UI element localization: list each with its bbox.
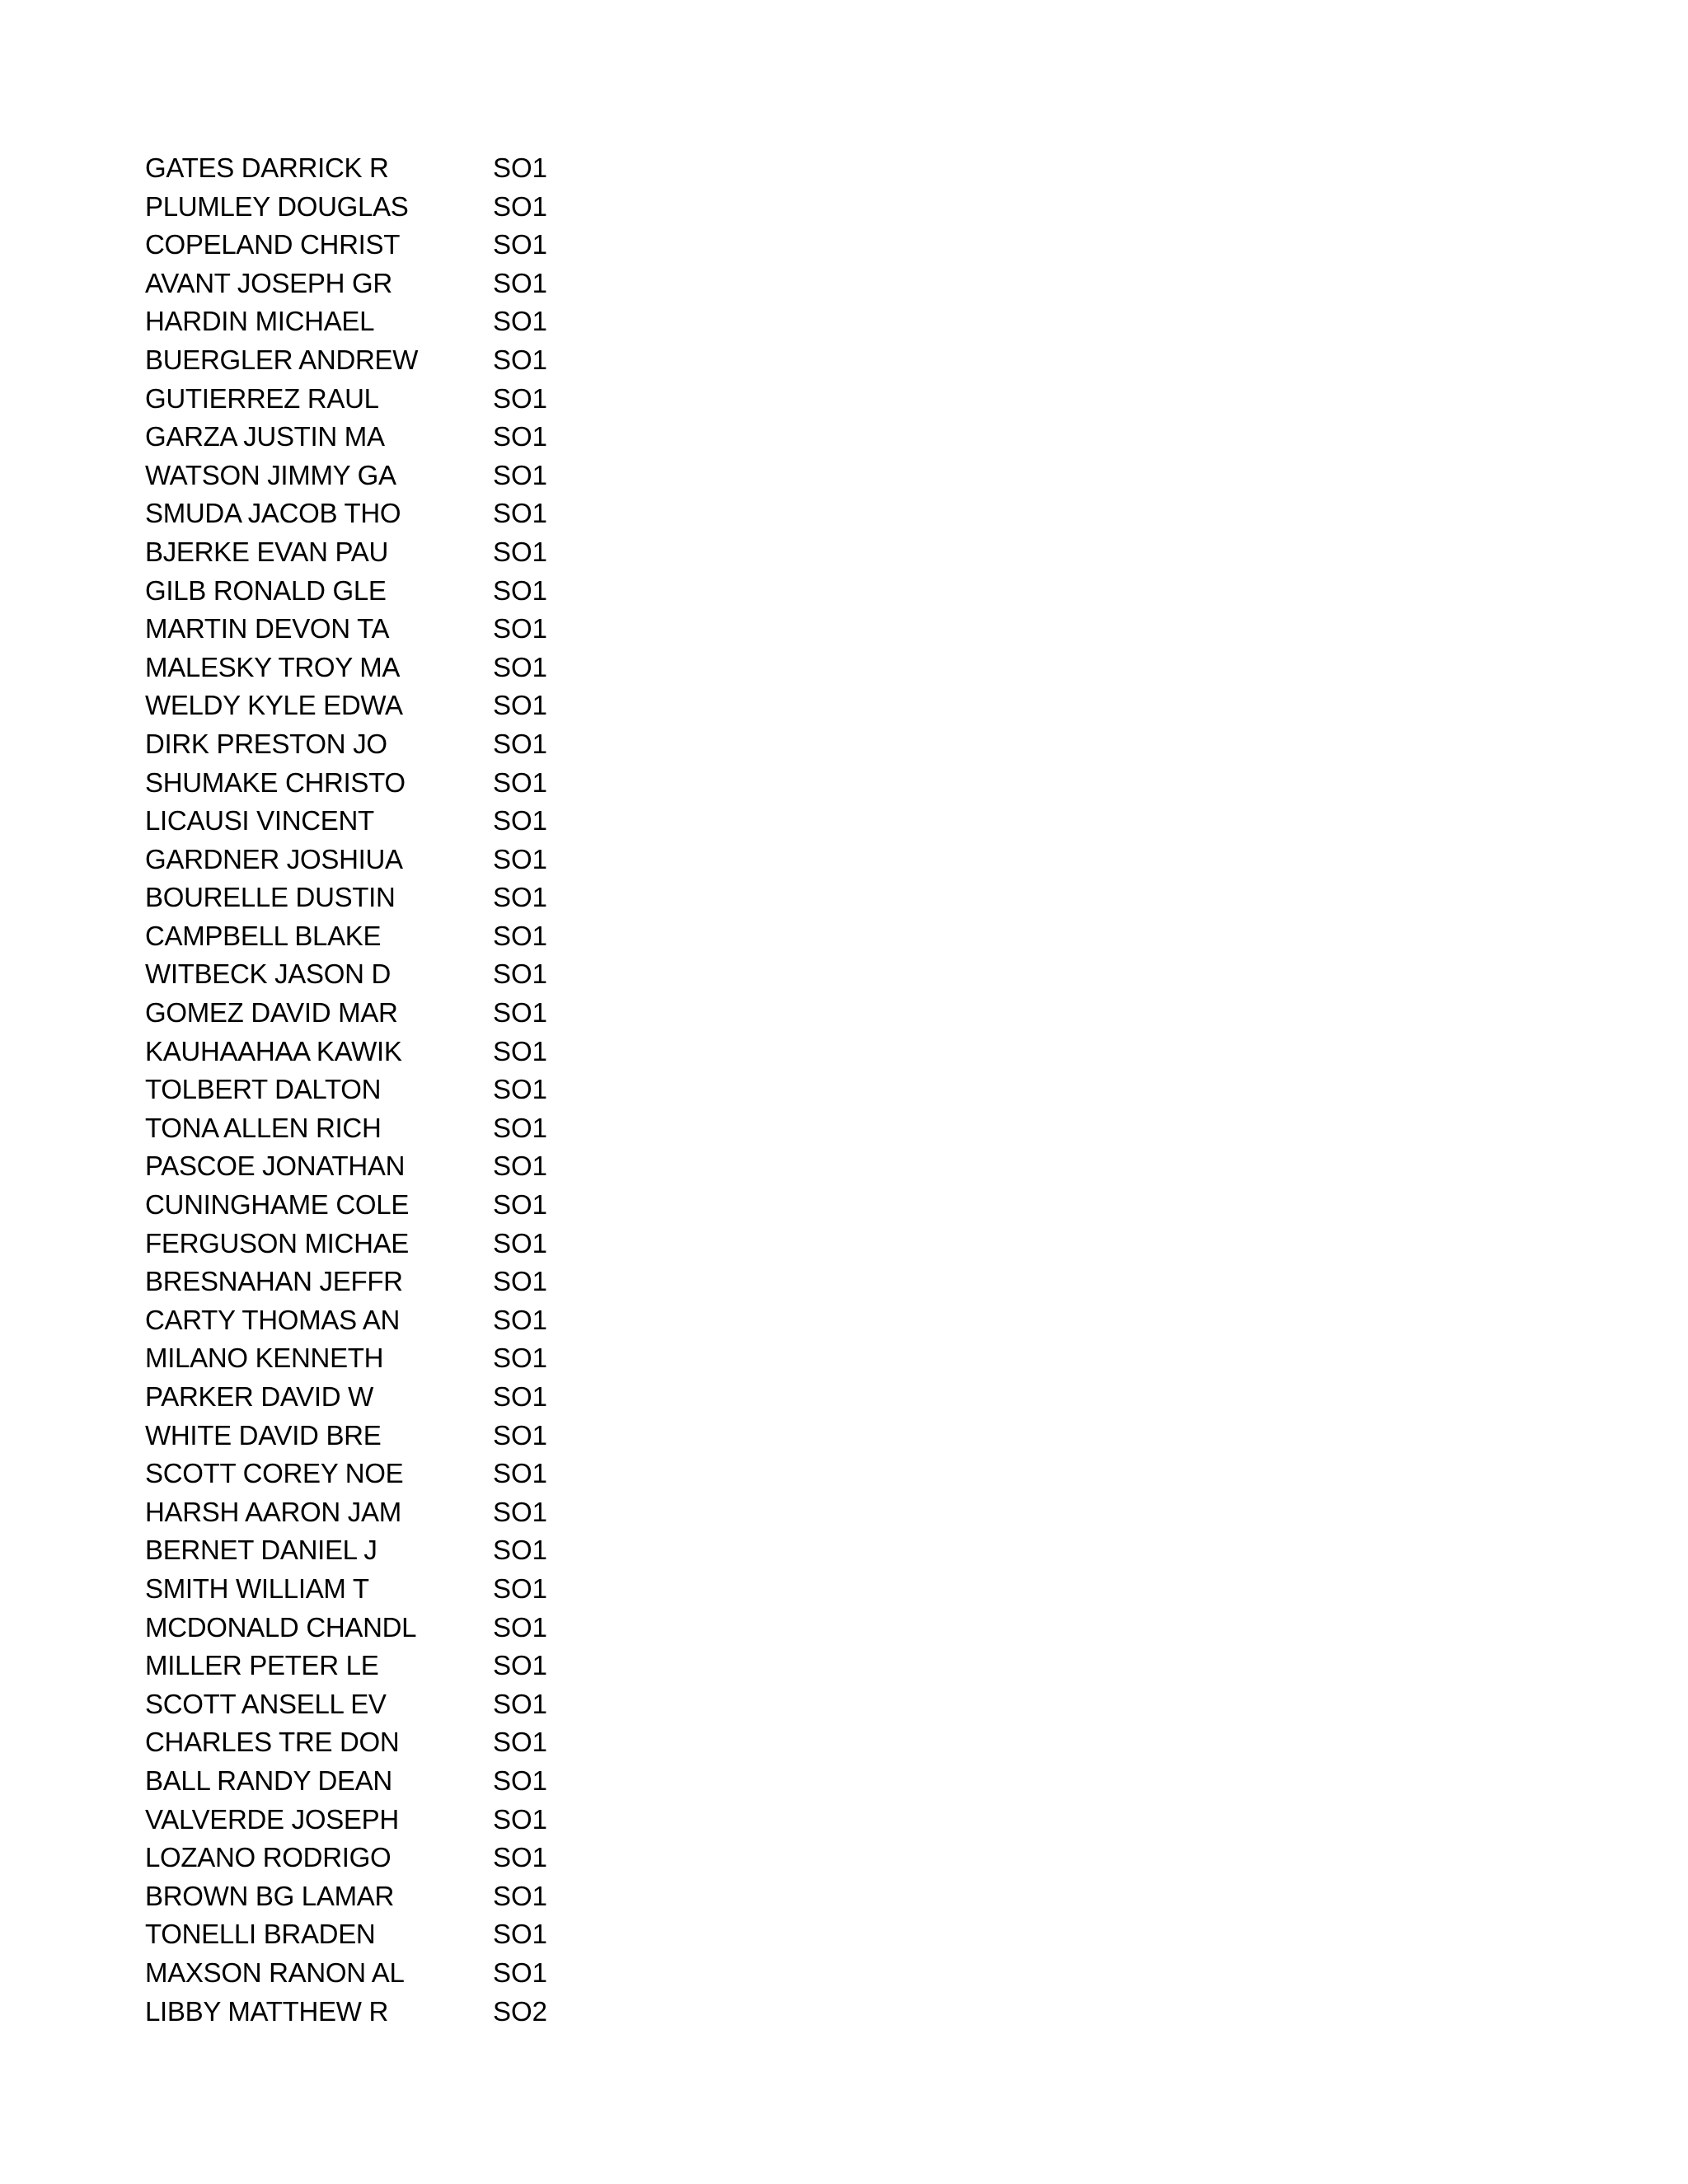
rank-code: SO1: [493, 1650, 548, 1681]
person-name: BALL RANDY DEAN: [145, 1765, 392, 1796]
rank-code: SO1: [493, 1727, 548, 1758]
list-item: [145, 1493, 640, 1532]
rank-code: SO1: [493, 690, 548, 721]
list-item: [145, 418, 640, 457]
rank-code: SO1: [493, 1227, 548, 1258]
list-item: [145, 802, 640, 841]
list-item: [145, 188, 640, 227]
person-name: KAUHAAHAA KAWIK: [145, 1035, 402, 1066]
rank-code: SO1: [493, 1035, 548, 1066]
person-name: CHARLES TRE DON: [145, 1727, 400, 1758]
person-name: SMITH WILLIAM T: [145, 1572, 369, 1604]
person-name: MALESKY TROY MA: [145, 651, 401, 682]
list-item: [145, 1378, 640, 1417]
rank-code: SO1: [493, 1803, 548, 1835]
person-name: GILB RONALD GLE: [145, 574, 387, 606]
list-item: [145, 1723, 640, 1762]
rank-code: SO1: [493, 1381, 548, 1412]
rank-code: SO1: [493, 766, 548, 798]
list-item: [145, 1762, 640, 1801]
person-name: LICAUSI VINCENT: [145, 805, 374, 837]
person-name: PLUMLEY DOUGLAS: [145, 190, 409, 222]
person-name: GARZA JUSTIN MA: [145, 421, 385, 452]
list-item: [145, 764, 640, 803]
list-item: [145, 879, 640, 917]
list-item: [145, 1801, 640, 1840]
list-item: [145, 1455, 640, 1493]
rank-code: SO1: [493, 1919, 548, 1950]
rank-code: SO1: [493, 1343, 548, 1374]
rank-code: SO1: [493, 1419, 548, 1451]
person-name: DIRK PRESTON JO: [145, 728, 387, 759]
list-item: [145, 572, 640, 611]
list-item: [145, 994, 640, 1033]
list-item: [145, 1647, 640, 1685]
person-name: SCOTT ANSELL EV: [145, 1688, 387, 1719]
list-item: [145, 1225, 640, 1263]
rank-code: SO1: [493, 344, 548, 375]
list-item: [145, 1071, 640, 1109]
person-name: WATSON JIMMY GA: [145, 459, 396, 490]
person-name: TONELLI BRADEN: [145, 1919, 376, 1950]
rank-code: SO1: [493, 1535, 548, 1566]
list-item: [145, 265, 640, 303]
list-item: [145, 226, 640, 265]
list-item: [145, 1301, 640, 1340]
person-name: PASCOE JONATHAN: [145, 1151, 406, 1182]
person-name: WELDY KYLE EDWA: [145, 690, 403, 721]
list-item: [145, 1609, 640, 1647]
rank-code: SO1: [493, 1304, 548, 1335]
person-name: CUNINGHAME COLE: [145, 1189, 410, 1221]
person-name: TOLBERT DALTON: [145, 1074, 382, 1105]
list-item: [145, 649, 640, 687]
list-item: [145, 380, 640, 419]
list-item: [145, 1877, 640, 1916]
rank-code: SO1: [493, 1074, 548, 1105]
rank-code: SO1: [493, 882, 548, 913]
person-name: SMUDA JACOB THO: [145, 498, 401, 529]
rank-code: SO1: [493, 1842, 548, 1873]
list-item: [145, 1993, 640, 2032]
list-item: [145, 687, 640, 725]
rank-code: SO1: [493, 1458, 548, 1489]
person-name: MARTIN DEVON TA: [145, 613, 390, 644]
rank-code: SO1: [493, 805, 548, 837]
person-name: LOZANO RODRIGO: [145, 1842, 392, 1873]
person-name: BERNET DANIEL J: [145, 1535, 377, 1566]
list-item: [145, 725, 640, 764]
list-item: [145, 533, 640, 572]
person-name: MCDONALD CHANDL: [145, 1611, 417, 1643]
person-name: BRESNAHAN JEFFR: [145, 1266, 403, 1297]
person-name: LIBBY MATTHEW R: [145, 1995, 388, 2027]
person-name: HARSH AARON JAM: [145, 1496, 401, 1527]
rank-code: SO1: [493, 1880, 548, 1911]
list-item: [145, 610, 640, 649]
list-item: [145, 1531, 640, 1570]
rank-code: SO1: [493, 267, 548, 298]
list-item: [145, 149, 640, 188]
person-name: HARDIN MICHAEL: [145, 306, 375, 337]
person-name: FERGUSON MICHAE: [145, 1227, 410, 1258]
person-name: GOMEZ DAVID MAR: [145, 997, 398, 1029]
rank-code: SO1: [493, 574, 548, 606]
rank-code: SO1: [493, 459, 548, 490]
person-name: BJERKE EVAN PAU: [145, 536, 389, 567]
list-item: [145, 302, 640, 341]
list-item: [145, 1839, 640, 1877]
rank-code: SO1: [493, 651, 548, 682]
rank-code: SO1: [493, 958, 548, 990]
list-item: [145, 1109, 640, 1148]
list-item: [145, 1417, 640, 1455]
list-item: [145, 1339, 640, 1378]
rank-code: SO1: [493, 152, 548, 183]
person-name: WITBECK JASON D: [145, 958, 392, 990]
rank-code: SO1: [493, 920, 548, 951]
person-name: AVANT JOSEPH GR: [145, 267, 392, 298]
rank-code: SO2: [493, 1995, 548, 2027]
list-item: [145, 1915, 640, 1954]
person-name: GUTIERREZ RAUL: [145, 382, 379, 414]
rank-code: SO1: [493, 843, 548, 874]
rank-code: SO1: [493, 536, 548, 567]
person-name: BUERGLER ANDREW: [145, 344, 419, 375]
person-name: MILANO KENNETH: [145, 1343, 384, 1374]
list-item: [145, 494, 640, 533]
list-item: [145, 955, 640, 994]
rank-code: SO1: [493, 1151, 548, 1182]
list-item: [145, 1186, 640, 1225]
rank-code: SO1: [493, 1266, 548, 1297]
rank-code: SO1: [493, 1765, 548, 1796]
rank-code: SO1: [493, 1572, 548, 1604]
person-name: TONA ALLEN RICH: [145, 1112, 382, 1143]
rank-code: SO1: [493, 1957, 548, 1988]
person-name: COPELAND CHRIST: [145, 229, 401, 260]
list-item: [145, 1954, 640, 1993]
list-item: [145, 1570, 640, 1609]
person-name: MILLER PETER LE: [145, 1650, 379, 1681]
rank-code: SO1: [493, 997, 548, 1029]
person-name: MAXSON RANON AL: [145, 1957, 405, 1988]
person-name: PARKER DAVID W: [145, 1381, 373, 1412]
rank-code: SO1: [493, 1688, 548, 1719]
rank-code: SO1: [493, 421, 548, 452]
person-name: SCOTT COREY NOE: [145, 1458, 404, 1489]
rank-code: SO1: [493, 190, 548, 222]
person-name: GARDNER JOSHIUA: [145, 843, 403, 874]
list-item: [145, 917, 640, 956]
person-name: VALVERDE JOSEPH: [145, 1803, 399, 1835]
list-item: [145, 341, 640, 380]
person-name: WHITE DAVID BRE: [145, 1419, 382, 1451]
person-name: CARTY THOMAS AN: [145, 1304, 401, 1335]
person-name: SHUMAKE CHRISTO: [145, 766, 406, 798]
roster-list: [145, 149, 640, 2031]
rank-code: SO1: [493, 306, 548, 337]
person-name: CAMPBELL BLAKE: [145, 920, 382, 951]
list-item: [145, 457, 640, 495]
list-item: [145, 1685, 640, 1724]
rank-code: SO1: [493, 613, 548, 644]
rank-code: SO1: [493, 728, 548, 759]
list-item: [145, 1033, 640, 1071]
person-name: GATES DARRICK R: [145, 152, 389, 183]
rank-code: SO1: [493, 1496, 548, 1527]
rank-code: SO1: [493, 1112, 548, 1143]
rank-code: SO1: [493, 1611, 548, 1643]
list-item: [145, 1263, 640, 1301]
person-name: BOURELLE DUSTIN: [145, 882, 396, 913]
rank-code: SO1: [493, 229, 548, 260]
person-name: BROWN BG LAMAR: [145, 1880, 395, 1911]
list-item: [145, 841, 640, 879]
rank-code: SO1: [493, 498, 548, 529]
rank-code: SO1: [493, 1189, 548, 1221]
list-item: [145, 1147, 640, 1186]
rank-code: SO1: [493, 382, 548, 414]
